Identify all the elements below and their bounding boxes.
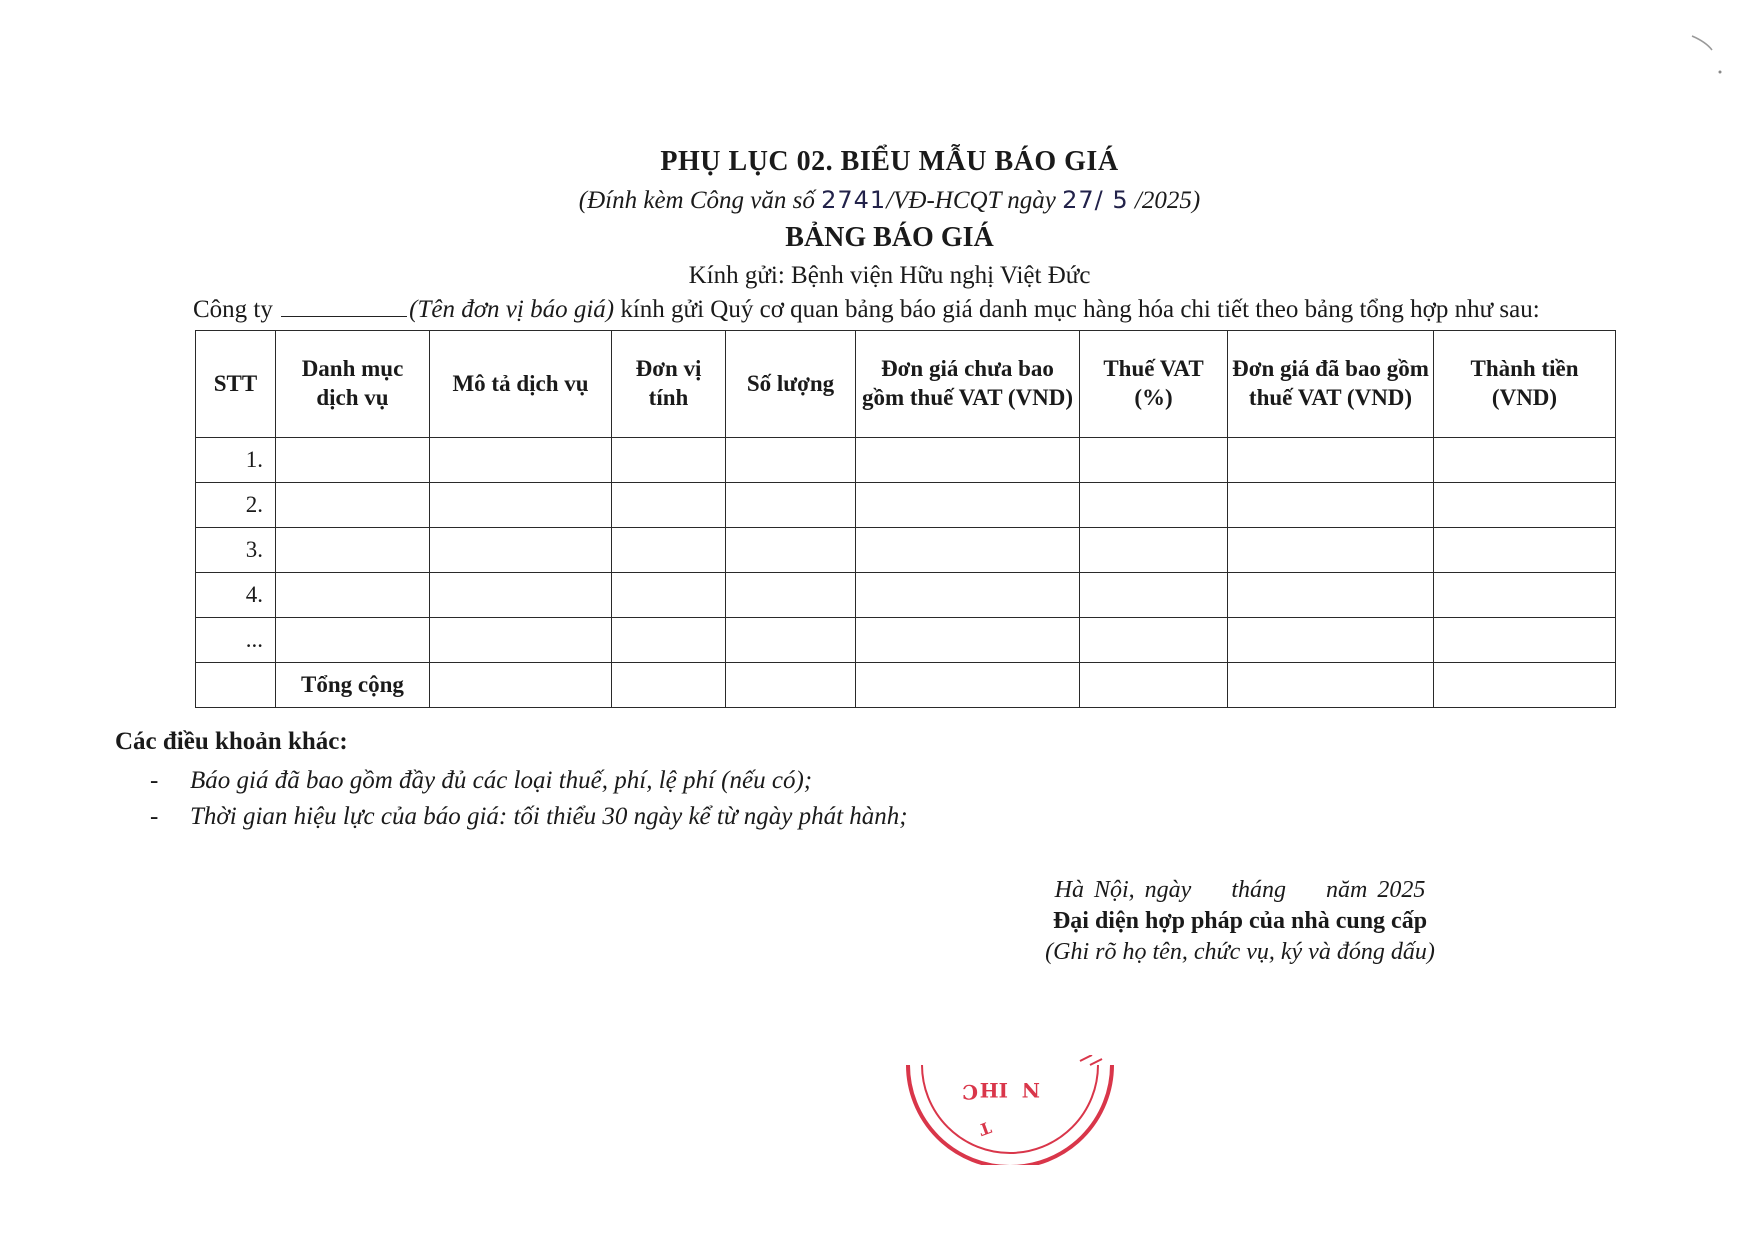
row-number: 3. [196,528,276,573]
intro-placeholder: (Tên đơn vị báo giá) [409,296,615,323]
total-label: Tổng cộng [276,663,430,708]
cell [196,663,276,708]
term-text: Báo giá đã bao gồm đầy đủ các loại thuế, phí, lệ phí (nếu có); [190,767,813,794]
cell [276,483,430,528]
recipient-line: Kính gửi: Bệnh viện Hữu nghị Việt Đức [688,262,1091,289]
total-row [196,663,1616,708]
cell [430,483,612,528]
terms-heading: Các điều khoản khác: [115,728,348,755]
col-header-stt: STT [196,331,276,438]
cell [1080,528,1228,573]
cell [612,438,726,483]
cell [856,573,1080,618]
attach-prefix: (Đính kèm Công văn số [578,187,822,214]
intro-company: Công ty [193,296,273,323]
page-title: PHỤ LỤC 02. BIỂU MẪU BÁO GIÁ [660,146,1119,177]
signature-title: Đại diện hợp pháp của nhà cung cấp [1052,908,1428,934]
col-header-service-category: Danh mục dịch vụ [276,331,430,438]
cell [430,663,612,708]
cell [1434,663,1616,708]
cell [726,528,856,573]
attach-suffix: /2025) [1128,187,1201,214]
row-number: ... [196,618,276,663]
table-row [196,438,1616,483]
col-header-vat-rate: Thuế VAT (%) [1080,331,1228,438]
cell [1434,528,1616,573]
cell [1434,483,1616,528]
cell [1228,618,1434,663]
cell [726,438,856,483]
cell [430,573,612,618]
col-header-quantity: Số lượng [726,331,856,438]
table-row [196,618,1616,663]
svg-text:T: T [976,1117,994,1140]
cell [1228,663,1434,708]
cell [1434,438,1616,483]
table-row [196,528,1616,573]
cell [856,663,1080,708]
cell [1080,663,1228,708]
cell [276,528,430,573]
cell [612,618,726,663]
handwritten-month: 5 [1112,186,1129,214]
cell [856,438,1080,483]
col-header-amount: Thành tiền (VND) [1434,331,1616,438]
term-item [150,767,812,795]
row-number: 4. [196,573,276,618]
cell [1080,618,1228,663]
cell [1228,483,1434,528]
cell [726,573,856,618]
scan-artifact-mark [1690,30,1730,80]
cell [1228,573,1434,618]
cell [1434,618,1616,663]
handwritten-day: 27 [1062,186,1095,214]
svg-text:C: C [962,1080,978,1104]
term-bullet: - [150,767,159,794]
col-header-unit: Đơn vị tính [612,331,726,438]
company-name-blank [281,298,407,317]
signature-date-line [1040,877,1440,904]
svg-text:IH: IH [979,1078,1008,1102]
row-number: 2. [196,483,276,528]
table-title: BẢNG BÁO GIÁ [785,222,994,253]
cell [726,618,856,663]
table-header-row [196,331,1616,438]
cell [1228,528,1434,573]
cell [430,528,612,573]
sig-place: Hà Nội, ngày [1054,877,1192,903]
cell [612,573,726,618]
signature-note: (Ghi rõ họ tên, chức vụ, ký và đóng dấu) [1045,939,1435,965]
cell [276,438,430,483]
cell [856,618,1080,663]
sig-month: tháng [1231,877,1286,903]
cell [856,528,1080,573]
cell [430,618,612,663]
cell [430,438,612,483]
col-header-unit-price-incl-vat: Đơn giá đã bao gồm thuế VAT (VND) [1228,331,1434,438]
term-text: Thời gian hiệu lực của báo giá: tối thiểu 30 ngày kể từ ngày phát hành; [190,803,908,830]
handwritten-doc-number: 2741 [821,186,887,214]
col-header-unit-price-excl-vat: Đơn giá chưa bao gồm thuế VAT (VND) [856,331,1080,438]
intro-paragraph [193,296,1540,324]
date-separator: / [1094,186,1113,214]
quote-table [195,330,1616,708]
cell [1080,483,1228,528]
cell [856,483,1080,528]
intro-rest: kính gửi Quý cơ quan bảng báo giá danh mục hàng hóa chi tiết theo bảng tổng hợp như sau: [614,296,1540,323]
cell [612,663,726,708]
attachment-reference [12,186,1755,215]
term-bullet: - [150,803,159,830]
row-number: 1. [196,438,276,483]
table-row [196,483,1616,528]
sig-year: năm 2025 [1326,877,1426,903]
term-item [150,803,908,831]
cell [726,663,856,708]
cell [726,483,856,528]
cell [1434,573,1616,618]
official-seal-stamp-icon [900,1055,1120,1165]
cell [276,618,430,663]
attach-mid: /VĐ-HCQT ngày [886,187,1063,214]
cell [1080,438,1228,483]
cell [612,483,726,528]
svg-text:N: N [1021,1078,1040,1102]
cell [276,573,430,618]
table-row [196,573,1616,618]
col-header-service-description: Mô tả dịch vụ [430,331,612,438]
cell [1080,573,1228,618]
cell [612,528,726,573]
cell [1228,438,1434,483]
